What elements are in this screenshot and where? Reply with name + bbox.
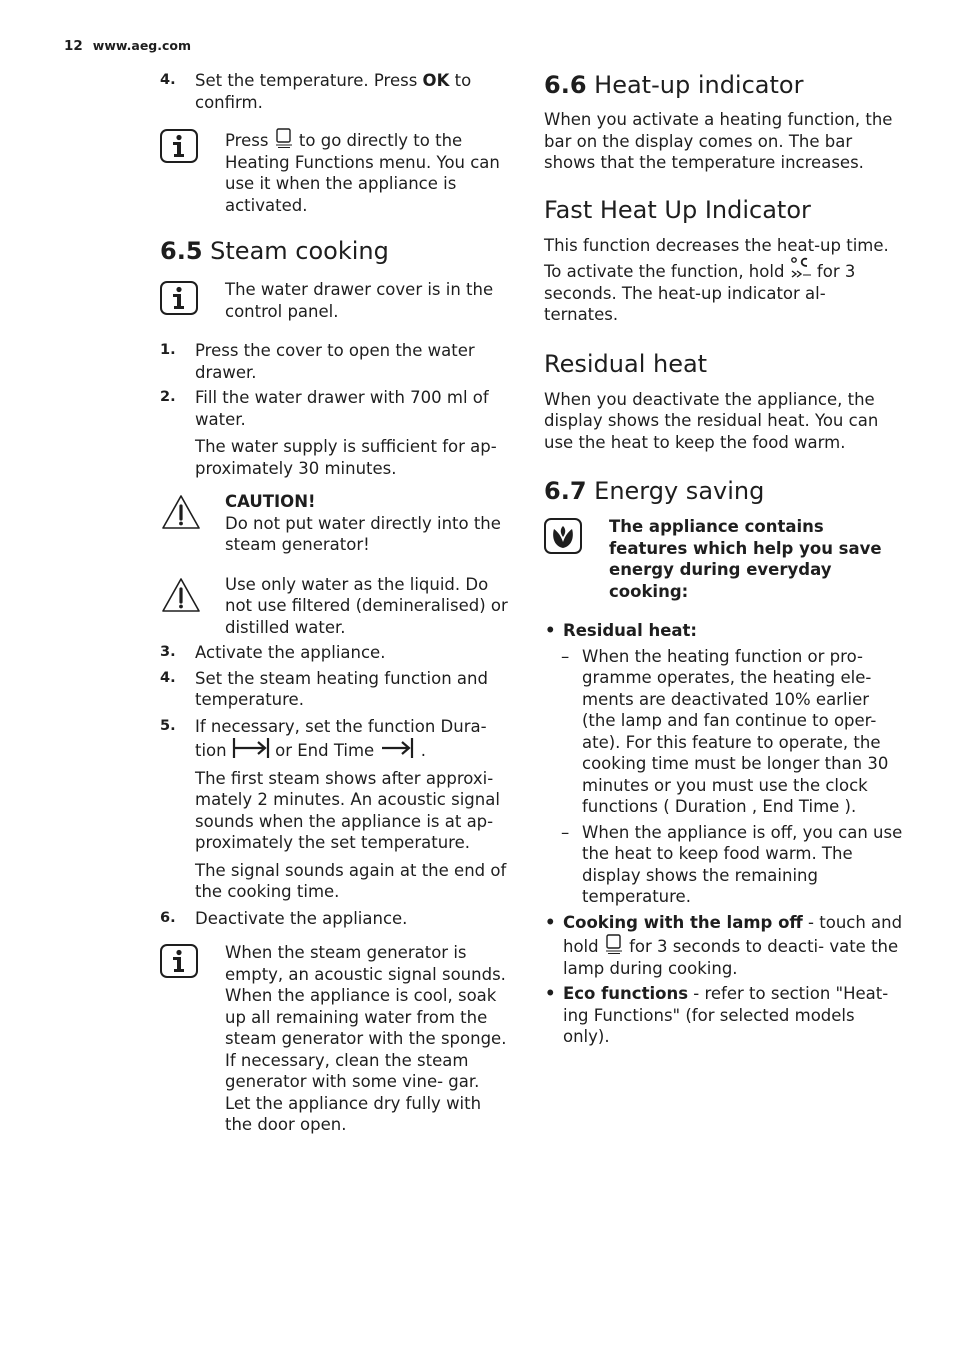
list-item-text: - touch and hold: [563, 912, 903, 956]
paragraph: When you deactivate the appliance, the display shows the residual heat. You can use the heat to keep the food warm.: [544, 389, 879, 452]
note-text: Let the appliance dry fully with the door open.: [225, 1093, 482, 1134]
dash: –: [561, 822, 570, 842]
lamp-key-icon: [604, 933, 624, 955]
step-text: or End Time: [269, 741, 380, 760]
note-text: to go directly to the Heating Functions menu. You can use it when the appliance is activated.: [225, 131, 500, 215]
step-subtext: The first steam shows after approxi- mately 2 minutes. An acoustic signal sounds when the appliance is at ap- proximately the set temperature.: [195, 768, 500, 852]
step-text: Deactivate the appliance.: [195, 908, 408, 928]
warning-icon: [160, 493, 202, 531]
step-set-steam: [160, 668, 512, 711]
left-column: [160, 70, 512, 1136]
list-item-text: for 3 seconds to deacti- vate the lamp during cooking.: [563, 937, 899, 978]
info-icon: [160, 944, 198, 978]
paragraph: When you activate a heating function, the bar on the display comes on. The bar shows that the temperature increases.: [544, 110, 893, 172]
bullet: •: [545, 912, 556, 932]
step-activate: [160, 642, 512, 664]
step-number: 5.: [160, 717, 176, 734]
warning-note: [160, 574, 512, 639]
eco-note: [544, 516, 904, 602]
eco-leaf-icon: [544, 518, 582, 554]
step-deactivate: [160, 908, 512, 930]
menu-book-icon: [274, 127, 294, 149]
step-fill-water: [160, 387, 512, 479]
step-text: Fill the water drawer with 700 ml of water.: [195, 388, 489, 429]
ok-key: OK: [422, 71, 450, 90]
bullet: •: [545, 984, 556, 1003]
note-text: Press: [225, 131, 274, 150]
eco-intro: The appliance contains features which help you save energy during everyday cooking:: [609, 517, 882, 601]
step-text: If necessary, set the function Dura- tion: [195, 716, 487, 760]
step-text: Set the steam heating function and temperature.: [195, 668, 488, 709]
dash: –: [561, 646, 570, 666]
page-number: 12: [64, 38, 83, 54]
caution-note: [160, 491, 512, 556]
fast-heat-up-icon: [790, 256, 812, 280]
step-number: 4.: [160, 72, 176, 88]
step-text: to confirm.: [195, 71, 472, 112]
step-text: Set the temperature. Press: [195, 71, 423, 90]
subheading-residual-heat: Residual heat: [544, 349, 708, 378]
warning-text: Use only water as the liquid. Do not use filtered (demineralised) or distilled water.: [225, 574, 508, 637]
section-heading-6-7: 6.7 Energy saving: [544, 477, 765, 505]
list-item-title: Cooking with the lamp off: [563, 912, 803, 932]
step-set-duration: [160, 716, 512, 903]
list-item: [544, 912, 904, 980]
list-item: [544, 983, 904, 1048]
step-set-temperature: [160, 70, 512, 113]
caution-text: Do not put water directly into the steam generator!: [225, 513, 501, 554]
step-number: 6.: [160, 909, 176, 926]
info-note: [160, 942, 512, 1136]
step-text: Activate the appliance.: [195, 643, 386, 662]
info-note: [160, 127, 512, 216]
step-number: 4.: [160, 669, 176, 686]
sub-list-text: When the appliance is off, you can use the heat to keep food warm. The display shows the remaining temperature.: [582, 822, 903, 906]
step-number: 3.: [160, 644, 176, 660]
list-item-title: Residual heat:: [563, 621, 698, 640]
note-text: When the appliance is cool, soak up all remaining water from the steam generator with the sponge. If necessary, clean the steam generator with some vine- gar.: [225, 986, 507, 1091]
note-text: The water drawer cover is in the control panel.: [225, 280, 494, 321]
info-icon: [160, 281, 198, 315]
duration-icon: [232, 737, 270, 759]
step-text: Press the cover to open the water drawer.: [195, 341, 475, 382]
caution-title: CAUTION!: [225, 492, 316, 511]
info-note: [160, 279, 512, 322]
list-item: [544, 620, 904, 642]
note-text: When the steam generator is empty, an acoustic signal sounds.: [225, 943, 506, 984]
paragraph: This function decreases the heat-up time. To activate the function, hold for 3 seconds. The heat-up indicator al- ternates.: [544, 235, 889, 324]
step-number: 1.: [160, 342, 176, 358]
sub-list-text: When the heating function or pro- gramme operates, the heating ele- ments are deactivated 10% earlier (the lamp and fan continue to oper- ate). For this feature to operate, the cooking time must be longer than 30 minutes or you must use the clock functions ( Duration , End Time ).: [582, 646, 889, 816]
end-time-icon: [379, 737, 415, 759]
bullet: •: [545, 621, 556, 640]
page-header: [64, 38, 191, 54]
step-number: 2.: [160, 389, 176, 405]
subheading-fast-heat-up: Fast Heat Up Indicator: [544, 195, 811, 224]
section-heading-6-6: 6.6 Heat-up indicator: [544, 71, 804, 99]
list-item-title: Eco functions: [563, 984, 689, 1003]
header-url[interactable]: www.aeg.com: [92, 38, 192, 53]
step-subtext: The water supply is sufficient for ap- proximately 30 minutes.: [195, 437, 497, 478]
step-subtext: The signal sounds again at the end of the cooking time.: [195, 860, 507, 901]
section-heading-6-5: 6.5 Steam cooking: [160, 237, 389, 265]
info-icon: [160, 129, 198, 163]
step-text: .: [415, 741, 426, 760]
sub-list-item: [544, 822, 904, 908]
list-item-text: - refer to section "Heat- ing Functions" (for selected models only).: [563, 984, 889, 1046]
step-open-drawer: [160, 340, 512, 383]
right-column: [544, 70, 904, 1048]
warning-icon: [160, 576, 202, 614]
sub-list-item: [544, 646, 904, 818]
